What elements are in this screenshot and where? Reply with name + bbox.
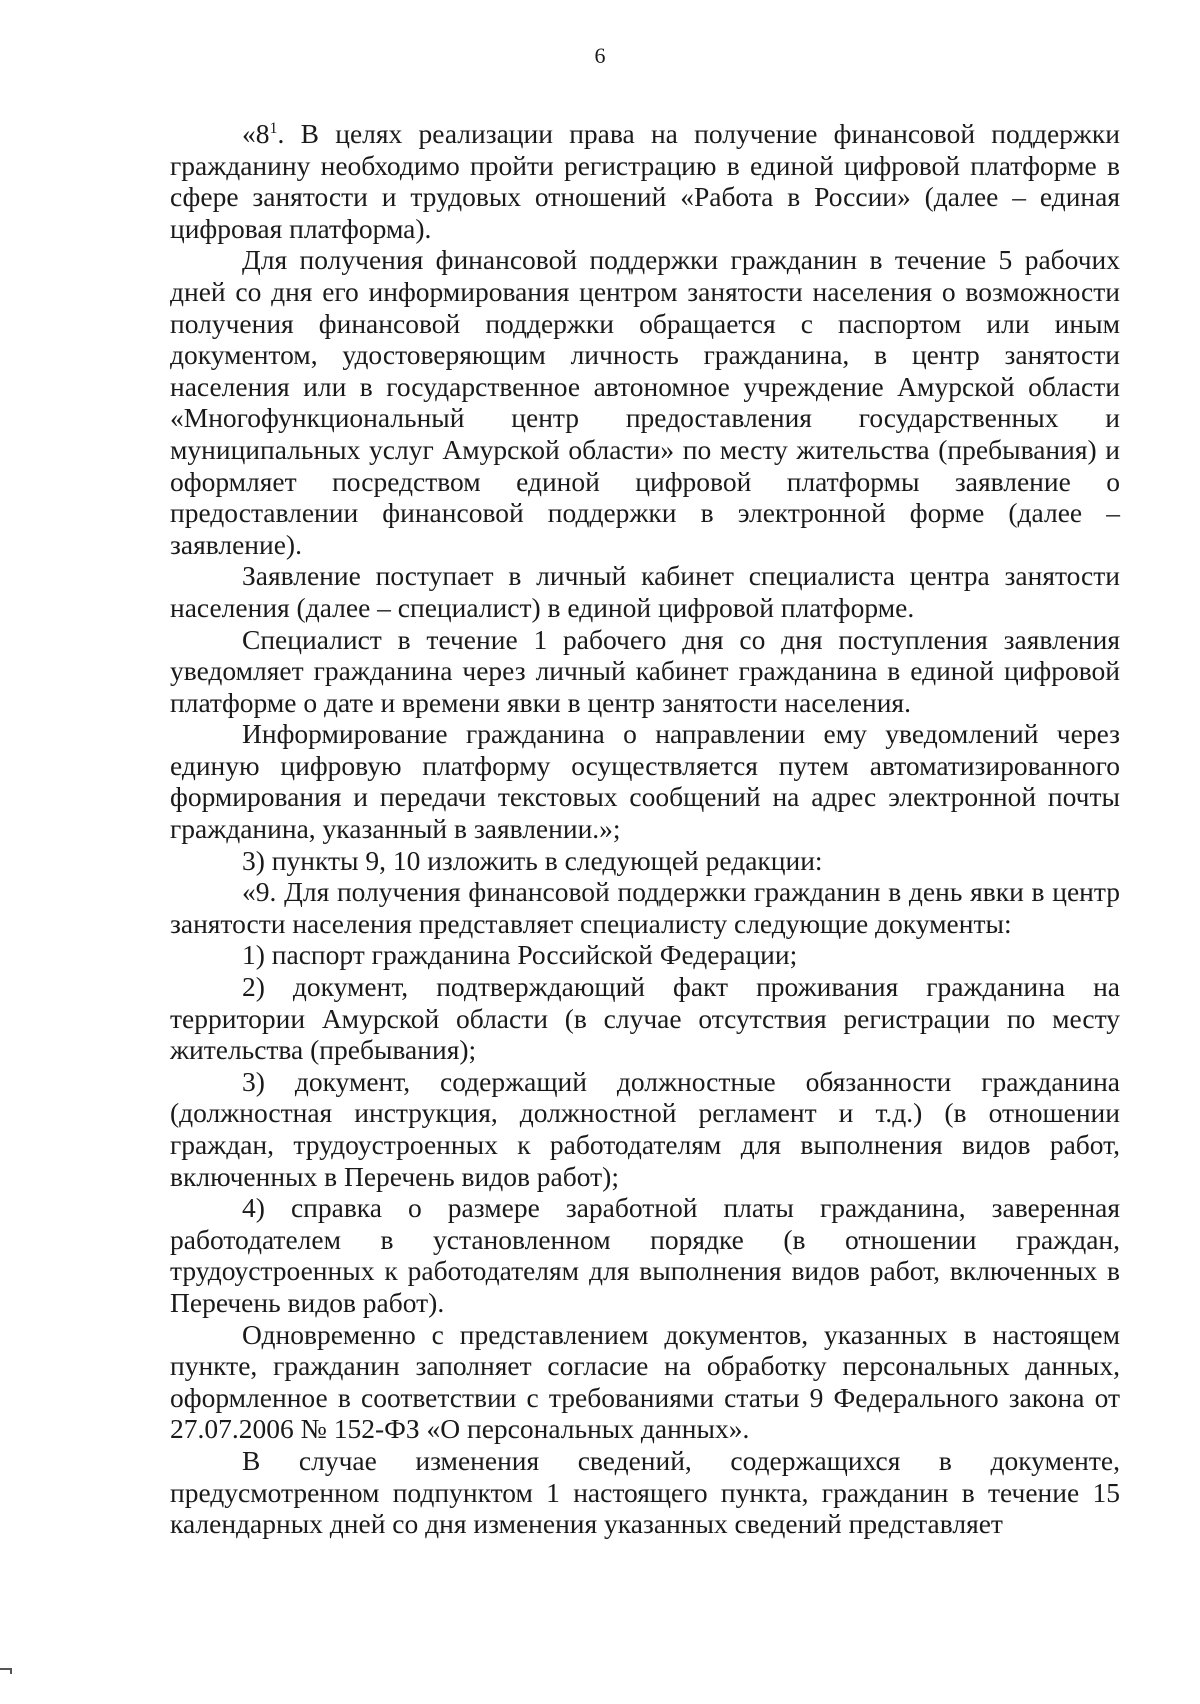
clause-prefix: «8 — [242, 118, 270, 149]
paragraph-application: Для получения финансовой поддержки гражданин в течение 5 рабочих дней со дня его информирования центром занятости населения о возможности получения финансовой поддержки обращается с паспортом или иным документом, удостоверяющим личность гражданина, в центр занятости населения или в государственное автономное учреждение Амурской области «Многофункциональный центр предоставления государственных и муниципальных услуг Амурской области» по месту жительства (пребывания) и оформляет посредством единой цифровой платформы заявление о предоставлении финансовой поддержки в электронной форме (далее – заявление). — [170, 244, 1120, 560]
paragraph-clause-9: «9. Для получения финансовой поддержки гражданин в день явки в центр занятости населения представляет специалисту следующие документы: — [170, 876, 1120, 939]
paragraph-consent: Одновременно с представлением документов, указанных в настоящем пункте, гражданин заполняет согласие на обработку персональных данных, оформленное в соответствии с требованиями статьи 9 Федерального закона от 27.07.2006 № 152-ФЗ «О персональных данных». — [170, 1318, 1120, 1445]
paragraph-changes: В случае изменения сведений, содержащихся в документе, предусмотренном подпунктом 1 настоящего пункта, гражданин в течение 15 календарных дней со дня изменения указанных сведений представляет — [170, 1444, 1120, 1540]
paragraph-amendment-3: 3) пункты 9, 10 изложить в следующей редакции: — [242, 844, 823, 876]
list-item-salary-certificate: 4) справка о размере заработной платы гражданина, заверенная работодателем в установленном порядке (в отношении граждан, трудоустроенных к работодателям для выполнения видов работ, включенных в Перечень видов работ). — [170, 1192, 1120, 1318]
paragraph-informing: Информирование гражданина о направлении ему уведомлений через единую цифровую платформу осуществляется путем автоматизированного формирования и передачи текстовых сообщений на адрес электронной почты гражданина, указанный в заявлении.»; — [170, 718, 1120, 845]
paragraph-text: . В целях реализации права на получение финансовой поддержки гражданину необходимо пройти регистрацию в единой цифровой платформе в сфере занятости и трудовых отношений «Работа в России» (далее – единая цифровая платформа). — [170, 118, 1120, 244]
paragraph-application-received: Заявление поступает в личный кабинет специалиста центра занятости населения (далее – специалист) в единой цифровой платформе. — [170, 560, 1120, 623]
clause-superscript: 1 — [269, 119, 278, 137]
list-item-passport: 1) паспорт гражданина Российской Федерации; — [242, 939, 798, 971]
paragraph-8-1 — [170, 118, 1120, 244]
list-item-duties-document: 3) документ, содержащий должностные обязанности гражданина (должностная инструкция, должностной регламент и т.д.) (в отношении граждан, трудоустроенных к работодателям для выполнения видов работ, включенных в Перечень видов работ); — [170, 1065, 1120, 1192]
page-number: 6 — [594, 43, 606, 68]
list-item-residence-document: 2) документ, подтверждающий факт проживания гражданина на территории Амурской области (в случае отсутствия регистрации по месту жительства (пребывания); — [170, 971, 1120, 1066]
document-body — [170, 118, 1120, 1540]
paragraph-specialist-notifies: Специалист в течение 1 рабочего дня со дня поступления заявления уведомляет гражданина через личный кабинет гражданина в единой цифровой платформе о дате и времени явки в центр занятости населения. — [170, 623, 1120, 718]
scan-corner-mark — [0, 1668, 12, 1674]
